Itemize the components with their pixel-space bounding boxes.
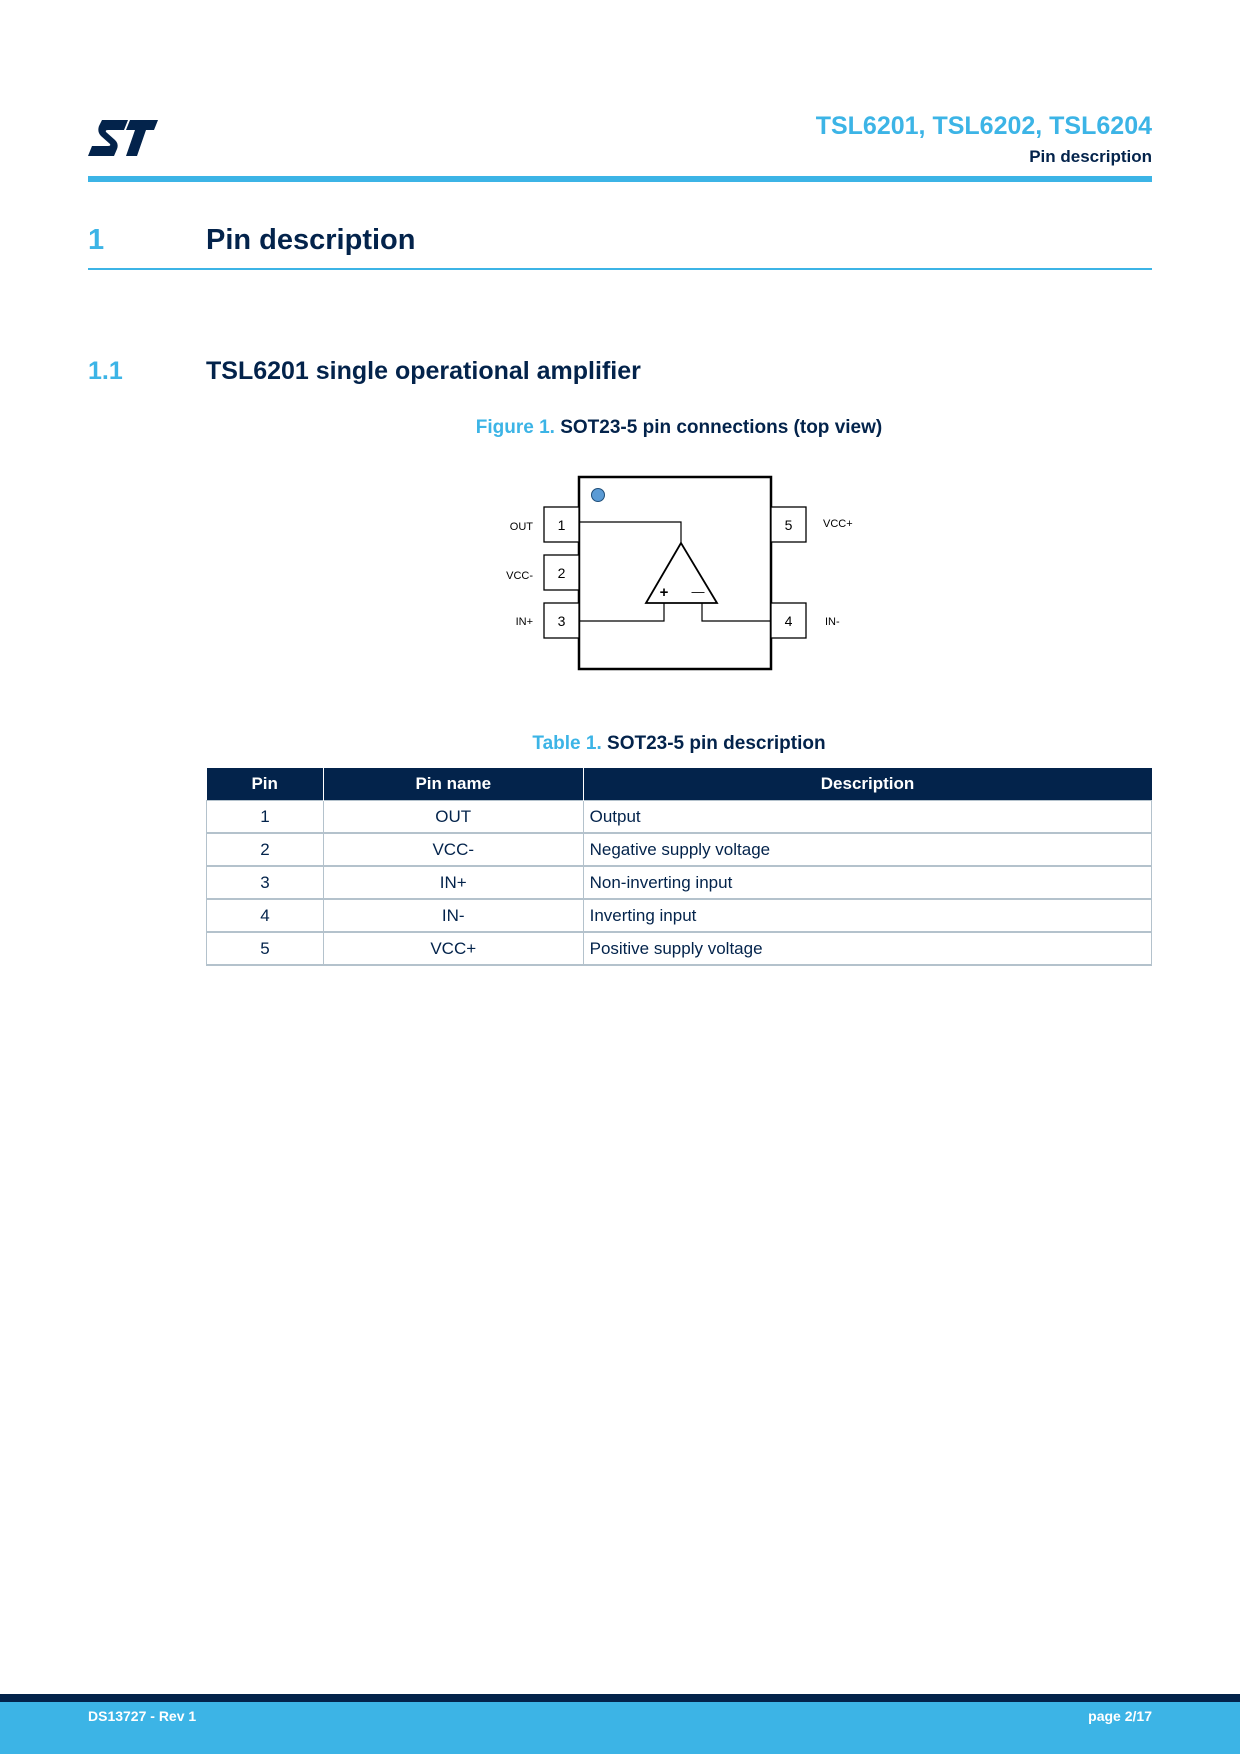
cell-pin: 4 bbox=[207, 899, 324, 932]
figure-title: SOT23-5 pin connections (top view) bbox=[560, 417, 883, 438]
cell-description: Output bbox=[583, 801, 1151, 834]
section-number: 1 bbox=[88, 224, 105, 256]
document-subtitle: Pin description bbox=[1029, 147, 1152, 166]
pin-number-5: 5 bbox=[784, 517, 793, 533]
table-label: Table 1. bbox=[532, 733, 602, 754]
opamp-plus-sign: + bbox=[659, 584, 669, 601]
pin-description-table bbox=[206, 768, 1152, 966]
pin-name-in-plus: IN+ bbox=[515, 616, 533, 628]
opamp-minus-sign: — bbox=[691, 584, 705, 599]
pin-name-in-minus: IN- bbox=[825, 616, 840, 628]
cell-description: Negative supply voltage bbox=[583, 833, 1151, 866]
table-row bbox=[207, 801, 1152, 834]
figure-caption bbox=[206, 417, 1152, 439]
section-divider bbox=[88, 268, 1152, 270]
cell-pin-name: VCC- bbox=[323, 833, 583, 866]
pin-number-2: 2 bbox=[557, 565, 566, 581]
footer-dark-stripe bbox=[0, 1694, 1240, 1702]
table-row bbox=[207, 932, 1152, 965]
pinout-diagram bbox=[490, 468, 880, 678]
footer-doc-id: DS13727 - Rev 1 bbox=[88, 1708, 197, 1724]
cell-pin-name: VCC+ bbox=[323, 932, 583, 965]
subsection-number: 1.1 bbox=[88, 357, 123, 385]
table-row bbox=[207, 866, 1152, 899]
pin-number-1: 1 bbox=[557, 517, 566, 533]
footer-page-number: page 2/17 bbox=[1088, 1708, 1152, 1724]
subsection-title: TSL6201 single operational amplifier bbox=[206, 357, 641, 385]
table-header-row bbox=[207, 768, 1152, 801]
figure-label: Figure 1. bbox=[475, 417, 555, 438]
pin-name-vcc-plus: VCC+ bbox=[823, 518, 853, 530]
cell-description: Inverting input bbox=[583, 899, 1151, 932]
table-caption bbox=[206, 733, 1152, 755]
pin1-indicator-dot bbox=[592, 489, 605, 502]
cell-description: Non-inverting input bbox=[583, 866, 1151, 899]
cell-pin-name: IN+ bbox=[323, 866, 583, 899]
table-row bbox=[207, 833, 1152, 866]
table-row bbox=[207, 899, 1152, 932]
header-description: Description bbox=[583, 768, 1151, 801]
table-title: SOT23-5 pin description bbox=[607, 733, 826, 754]
pin-name-out: OUT bbox=[509, 521, 533, 533]
header-pin-name: Pin name bbox=[323, 768, 583, 801]
header-pin: Pin bbox=[207, 768, 324, 801]
pin-name-vcc-minus: VCC- bbox=[506, 570, 533, 582]
cell-pin-name: OUT bbox=[323, 801, 583, 834]
document-title: TSL6201, TSL6202, TSL6204 bbox=[815, 112, 1152, 140]
pin-number-3: 3 bbox=[557, 613, 566, 629]
cell-pin: 2 bbox=[207, 833, 324, 866]
pin-number-4: 4 bbox=[784, 613, 793, 629]
cell-pin-name: IN- bbox=[323, 899, 583, 932]
st-logo bbox=[88, 118, 158, 158]
cell-description: Positive supply voltage bbox=[583, 932, 1151, 965]
header-divider bbox=[88, 176, 1152, 182]
section-title: Pin description bbox=[206, 224, 416, 256]
cell-pin: 5 bbox=[207, 932, 324, 965]
cell-pin: 3 bbox=[207, 866, 324, 899]
cell-pin: 1 bbox=[207, 801, 324, 834]
